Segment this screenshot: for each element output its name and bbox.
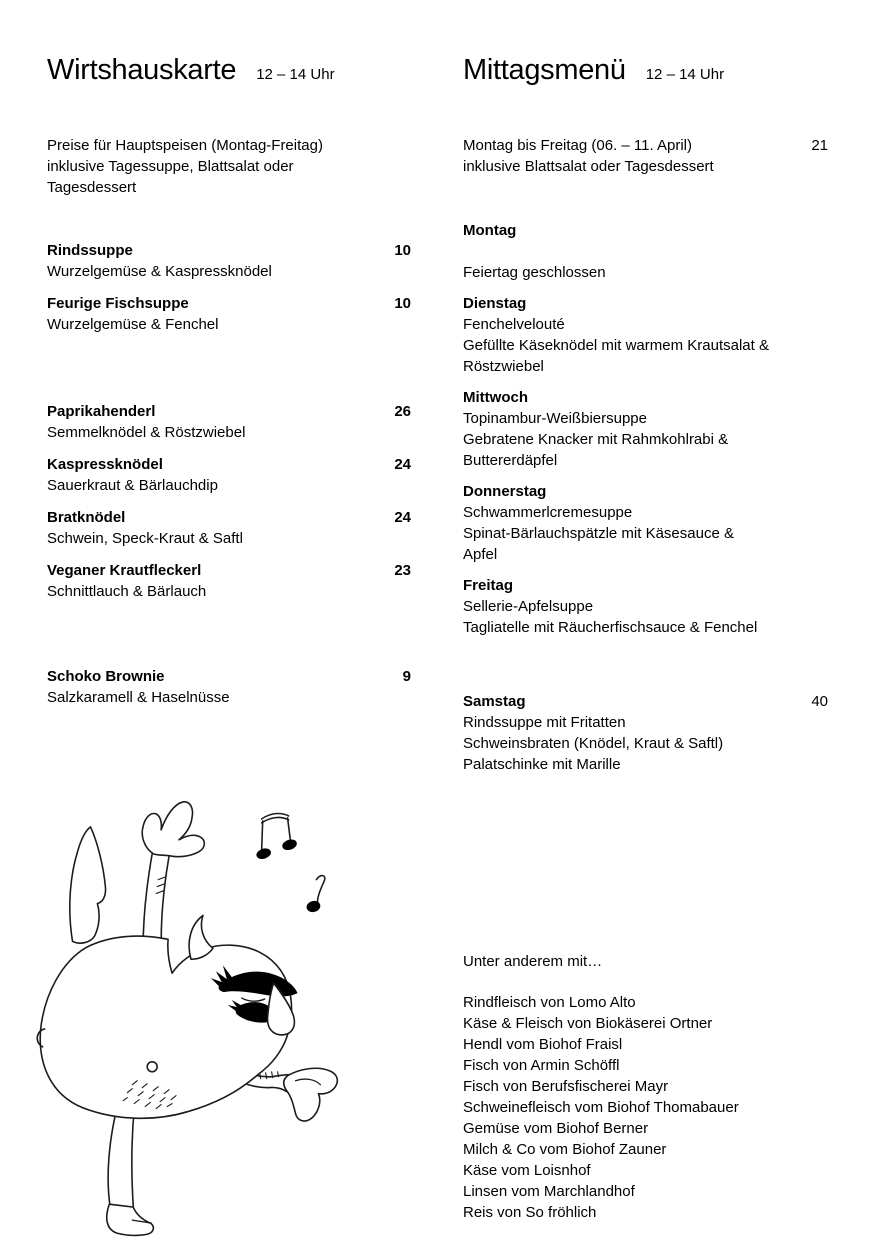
dish-description: Wurzelgemüse & Fenchel xyxy=(47,316,219,333)
dish-name: Kaspressknödel xyxy=(47,456,163,473)
dish-price: 24 xyxy=(394,456,411,473)
supplier-line: Reis von So fröhlich xyxy=(463,1204,597,1221)
mittagsmenu-hours: 12 – 14 Uhr xyxy=(645,66,725,83)
supplier-line: Linsen vom Marchlandhof xyxy=(463,1183,635,1200)
leg xyxy=(132,1109,134,1207)
day-price: 40 xyxy=(811,693,828,710)
day-dish: Tagliatelle mit Räucherfischsauce & Fenchel xyxy=(463,619,758,636)
week-range: Montag bis Freitag (06. – 11. April) xyxy=(463,137,692,154)
day-dish: Rindssuppe mit Fritatten xyxy=(463,714,626,731)
dish-name: Feurige Fischsuppe xyxy=(47,295,189,312)
weekday-list xyxy=(463,220,828,775)
mittagsmenu-title: Mittagsmenü xyxy=(463,54,626,86)
belly-button xyxy=(147,1062,157,1072)
leg xyxy=(108,1111,116,1209)
dish-price: 26 xyxy=(394,403,411,420)
day-name: Samstag xyxy=(463,693,526,710)
day-dish: Schwammerlcremesuppe xyxy=(463,504,633,521)
price-info-line: Tagesdessert xyxy=(47,179,137,196)
dish-price: 24 xyxy=(394,509,411,526)
day-name: Montag xyxy=(463,222,517,239)
menu-item xyxy=(47,240,411,282)
mains-group xyxy=(47,401,411,602)
whale-body xyxy=(40,936,291,1118)
day-dish: Spinat-Bärlauchspätzle mit Käsesauce & xyxy=(463,525,734,542)
price-info-text xyxy=(47,135,411,198)
head-curl xyxy=(189,915,213,959)
day-dish: Röstzwiebel xyxy=(463,358,544,375)
wirtshauskarte-hours: 12 – 14 Uhr xyxy=(256,66,335,83)
supplier-line: Hendl vom Biohof Fraisl xyxy=(463,1036,623,1053)
day-dish: Buttererdäpfel xyxy=(463,452,558,469)
right-arm-hatch-marks xyxy=(260,1072,279,1079)
dish-name: Bratknödel xyxy=(47,509,126,526)
dish-name: Veganer Krautfleckerl xyxy=(47,562,202,579)
dish-description: Schwein, Speck-Kraut & Saftl xyxy=(47,530,243,547)
day-dish: Apfel xyxy=(463,546,498,563)
menu-item xyxy=(47,560,411,602)
music-notes-icon xyxy=(255,813,325,913)
wirtshauskarte-title: Wirtshauskarte xyxy=(47,54,237,86)
dish-description: Salzkaramell & Haselnüsse xyxy=(47,689,230,706)
dish-name: Schoko Brownie xyxy=(47,668,165,685)
menu-item xyxy=(47,454,411,496)
day-dish: Feiertag geschlossen xyxy=(463,264,606,281)
day-dish: Gebratene Knacker mit Rahmkohlrabi & xyxy=(463,431,729,448)
day-name: Freitag xyxy=(463,577,514,594)
suppliers-list xyxy=(463,992,828,1223)
dish-description: Schnittlauch & Bärlauch xyxy=(47,583,207,600)
webbed-hand xyxy=(142,802,204,857)
supplier-line: Rindfleisch von Lomo Alto xyxy=(463,994,636,1011)
day-block-mittwoch xyxy=(463,387,828,471)
dessert-group xyxy=(47,666,411,708)
dancing-whale-svg xyxy=(20,790,360,1238)
supplier-line: Fisch von Armin Schöffl xyxy=(463,1057,620,1074)
day-name: Donnerstag xyxy=(463,483,547,500)
mittagsmenu-column xyxy=(463,52,828,1223)
week-header xyxy=(463,135,828,177)
day-dish: Schweinsbraten (Knödel, Kraut & Saftl) xyxy=(463,735,724,752)
soups-group xyxy=(47,240,411,335)
dish-price: 9 xyxy=(402,668,411,685)
day-block-montag xyxy=(463,220,828,283)
dish-description: Sauerkraut & Bärlauchdip xyxy=(47,477,218,494)
tail-fluke xyxy=(284,1068,338,1121)
day-dish: Topinambur-Weißbiersuppe xyxy=(463,410,647,427)
left-fin xyxy=(70,827,106,943)
dish-price: 23 xyxy=(394,562,411,579)
day-name: Dienstag xyxy=(463,295,527,312)
dish-description: Wurzelgemüse & Kaspressknödel xyxy=(47,263,272,280)
day-dish: Palatschinke mit Marille xyxy=(463,756,621,773)
price-info-line: inklusive Tagessuppe, Blattsalat oder xyxy=(47,158,294,175)
menu-item xyxy=(47,507,411,549)
menu-item xyxy=(47,666,411,708)
dish-description: Semmelknödel & Röstzwiebel xyxy=(47,424,246,441)
week-price: 21 xyxy=(811,137,828,154)
supplier-line: Käse & Fleisch von Biokäserei Ortner xyxy=(463,1015,713,1032)
supplier-line: Schweinefleisch vom Biohof Thomabauer xyxy=(463,1099,739,1116)
supplier-line: Gemüse vom Biohof Berner xyxy=(463,1120,649,1137)
dish-price: 10 xyxy=(394,295,411,312)
day-block-samstag xyxy=(463,691,828,775)
dancing-whale-illustration xyxy=(20,790,360,1238)
day-block-donnerstag xyxy=(463,481,828,565)
day-dish: Sellerie-Apfelsuppe xyxy=(463,598,594,615)
day-block-freitag xyxy=(463,575,828,638)
day-dish: Fenchelvelouté xyxy=(463,316,565,333)
dish-price: 10 xyxy=(394,242,411,259)
suppliers-heading: Unter anderem mit… xyxy=(463,953,603,970)
dish-name: Rindssuppe xyxy=(47,242,133,259)
wirtshauskarte-title-row xyxy=(47,52,411,88)
day-block-dienstag xyxy=(463,293,828,377)
price-info-line: Preise für Hauptspeisen (Montag-Freitag) xyxy=(47,137,323,154)
menu-item xyxy=(47,401,411,443)
supplier-line: Fisch von Berufsfischerei Mayr xyxy=(463,1078,669,1095)
supplier-line: Milch & Co vom Biohof Zauner xyxy=(463,1141,667,1158)
dish-name: Paprikahenderl xyxy=(47,403,156,420)
day-name: Mittwoch xyxy=(463,389,528,406)
supplier-line: Käse vom Loisnhof xyxy=(463,1162,591,1179)
week-note: inklusive Blattsalat oder Tagesdessert xyxy=(463,158,714,175)
foot xyxy=(107,1204,154,1235)
menu-item xyxy=(47,293,411,335)
day-dish: Gefüllte Käseknödel mit warmem Krautsalat & xyxy=(463,337,769,354)
mittagsmenu-title-row xyxy=(463,52,828,88)
